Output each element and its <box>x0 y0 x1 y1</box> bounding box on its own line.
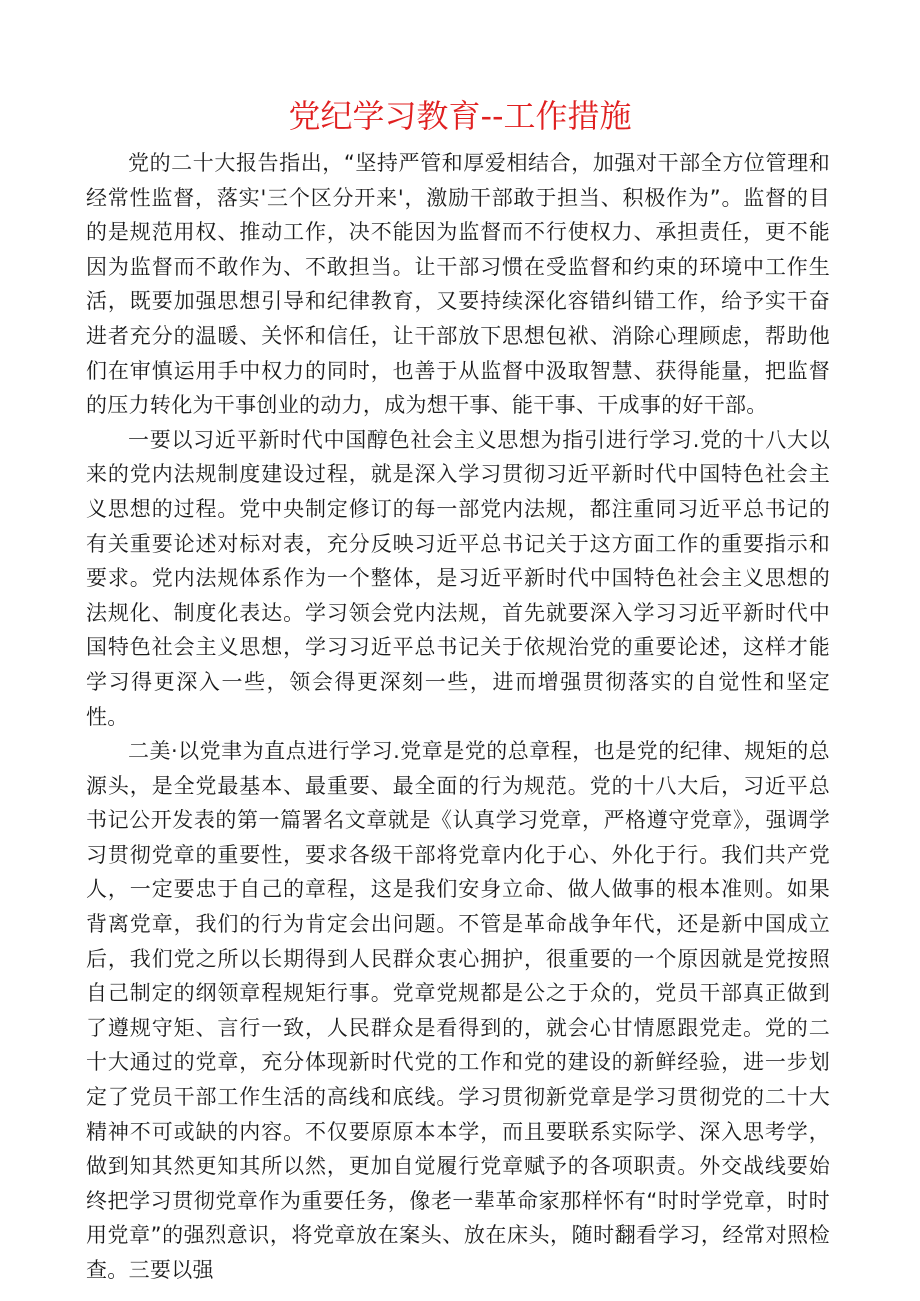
paragraph-second-measure: 二美·以党聿为直点进行学习.党章是党的总章程，也是党的纪律、规矩的总源头，是全党最基本、最重要、最全面的行为规范。党的十八大后，习近平总书记公开发表的第一篇署名文章就是《认真学习党章，严格遵守党章》，强调学习贯彻党章的重要性，要求各级干部将党章内化于心、外化于行。我们共产党人，一定要忠于自己的章程，这是我们安身立命、做人做事的根本准则。如果背离党章，我们的行为肯定会出问题。不管是革命战争年代，还是新中国成立后，我们党之所以长期得到人民群众衷心拥护，很重要的一个原因就是党按照自己制定的纲领章程规矩行事。党章党规都是公之于众的，党员干部真正做到了遵规守矩、言行一致，人民群众是看得到的，就会心甘情愿跟党走。党的二十大通过的党章，充分体现新时代党的工作和党的建设的新鲜经验，进一步划定了党员干部工作生活的高线和底线。学习贯彻新党章是学习贯彻党的二十大精神不可或缺的内容。不仅要原原本本学，而且要联系实际学、深入思考学，做到知其然更知其所以然，更加自觉履行党章赋予的各项职责。外交战线要始终把学习贯彻党章作为重要任务，像老一辈革命家那样怀有“时时学党章，时时用党章”的强烈意识，将党章放在案头、放在床头，随时翻看学习，经常对照检查。三要以强 <box>86 739 830 1282</box>
document-body <box>86 146 830 1288</box>
paragraph-first-measure: 一要以习近平新时代中国醇色社会主义思想为指引进行学习.党的十八大以来的党内法规制度建设过程，就是深入学习贯彻习近平新时代中国特色社会主义思想的过程。党中央制定修订的每一部党内法规，都注重同习近平总书记的有关重要论述对标对表，充分反映习近平总书记关于这方面工作的重要指示和要求。党内法规体系作为一个整体，是习近平新时代中国特色社会主义思想的法规化、制度化表达。学习领会党内法规，首先就要深入学习习近平新时代中国特色社会主义思想，学习习近平总书记关于依规治党的重要论述，这样才能学习得更深入一些，领会得更深刻一些，进而增强贯彻落实的自觉性和坚定性。 <box>86 427 830 729</box>
document-title: 党纪学习教育--工作措施 <box>288 97 632 135</box>
paragraph-intro: 党的二十大报告指出，“坚持严管和厚爱相结合，加强对干部全方位管理和经常性监督，落实'三个区分开来'，激励干部敢于担当、积极作为”。监督的目的是规范用权、推动工作，决不能因为监督而不行使权力、承担责任，更不能因为监督而不敢作为、不敢担当。让干部习惯在受监督和约束的环境中工作生活，既要加强思想引导和纪律教育，又要持续深化容错纠错工作，给予实干奋进者充分的温暖、关怀和信任，让干部放下思想包袱、消除心理顾虑，帮助他们在审慎运用手中权力的同时，也善于从监督中汲取智慧、获得能量，把监督的压力转化为干事创业的动力，成为想干事、能干事、干成事的好干部。 <box>86 151 830 418</box>
